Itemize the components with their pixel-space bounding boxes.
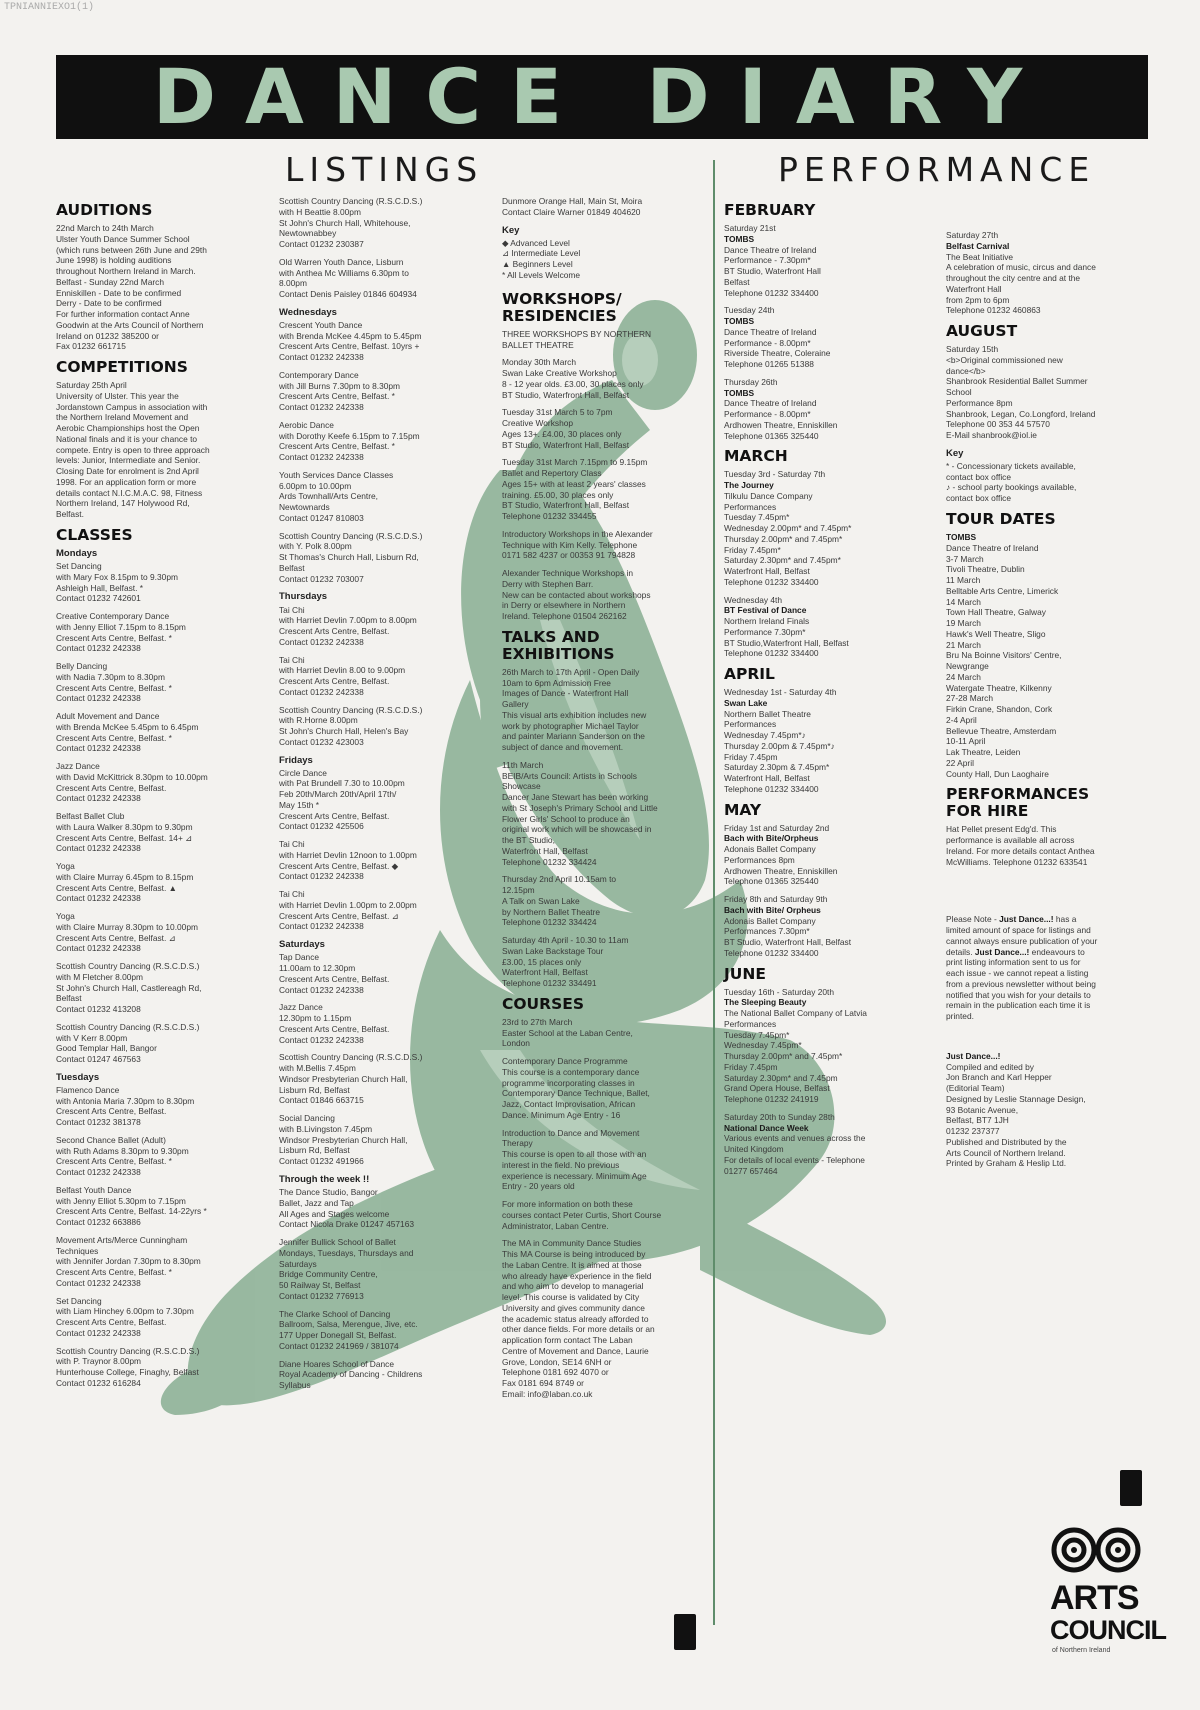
listing-entry: Tuesday 24th TOMBS Dance Theatre of Ireland Performance - 8.00pm* Riverside Theatre, Coleraine Telephone 01265 51388 — [724, 305, 831, 370]
listing-entry: Yoga with Claire Murray 6.45pm to 8.15pm Crescent Arts Centre, Belfast. ▲ Contact 01232 242338 — [56, 861, 194, 904]
logo-subtitle: of Northern Ireland — [1052, 1647, 1111, 1654]
listing-entry: Saturday 21st TOMBS Dance Theatre of Ireland Performance - 7.30pm* BT Studio, Waterfront Hall Belfast Telephone 01232 334400 — [724, 223, 821, 298]
day-heading: Wednesdays — [279, 306, 337, 318]
listing-entry: Introductory Workshops in the Alexander Technique with Kim Kelly. Telephone 0171 582 4237 or 00353 91 794828 — [502, 528, 653, 561]
key-item: ◆ Advanced Level — [502, 237, 570, 248]
listing-entry: Creative Contemporary Dance with Jenny Elliot 7.15pm to 8.15pm Crescent Arts Centre, Belfast. * Contact 01232 242338 — [56, 611, 186, 654]
listing-entry: Thursday 2nd April 10.15am to 12.15pm A Talk on Swan Lake by Northern Ballet Theatre Telephone 01232 334424 — [502, 874, 617, 928]
listing-entry: Tuesday 31st March 7.15pm to 9.15pm Ballet and Repertory Class Ages 15+ with at least 2 years' classes training. £5.00, 30 places only BT Studio, Waterfront Hall, Belfast Telephone 01232 334455 — [502, 457, 648, 521]
listing-entry: 26th March to 17th April - Open Daily 10am to 6pm Admission Free Images of Dance - Waterfront Hall Gallery This visual arts exhibition includes new work by photographer Michael Taylor and painter Mariann Sanderson on the subject of dance and movement. — [502, 666, 647, 753]
listing-entry: Jazz Dance with David McKittrick 8.30pm to 10.00pm Crescent Arts Centre, Belfast. Contact 01232 242338 — [56, 761, 208, 804]
day-heading: Through the week !! — [279, 1173, 370, 1185]
day-heading: Mondays — [56, 547, 98, 559]
listing-entry: Just Dance...! Compiled and edited by Jon Branch and Karl Hepper (Editorial Team) Designed by Leslie Stannage Design, 93 Botanic Avenue, Belfast, BT7 1JH 01232 237377 Published and Distributed by the Arts Council of Northern Ireland. Printed by Graham & Heslip Ltd. — [946, 1050, 1086, 1169]
listing-entry: Scottish Country Dancing (R.S.C.D.S.) with Y. Polk 8.00pm St Thomas's Church Hall, Lisburn Rd, Belfast Contact 01232 703007 — [279, 530, 423, 584]
listing-entry: The Dance Studio, Bangor Ballet, Jazz and Tap All Ages and Stages welcome Contact Nicola Drake 01247 457163 — [279, 1187, 415, 1230]
listing-entry: Hat Pellet present Edg'd. This performance is available all across Ireland. For more details contact Anthea McWilliams. Telephone 01232 633541 — [946, 824, 1095, 867]
day-heading: Thursdays — [279, 591, 328, 603]
section-heading: MARCH — [724, 447, 788, 466]
listing-entry: Tuesday 16th - Saturday 20th The Sleeping Beauty The National Ballet Company of Latvia Performances Tuesday 7.45pm* Wednesday 7.45pm* Thursday 2.00pm* and 7.45pm* Friday 7.45pm Saturday 2.30pm* and 7.45pm Grand Opera House, Belfast Telephone 01232 241919 — [724, 986, 867, 1105]
key-item: ⊿ Intermediate Level — [502, 248, 581, 259]
listing-entry: Scottish Country Dancing (R.S.C.D.S.) with H Beattie 8.00pm St John's Church Hall, Whitehouse, Newtownabbey Contact 01232 230387 — [279, 196, 423, 249]
section-heading: COURSES — [502, 994, 584, 1013]
listing-entry: Contemporary Dance with Jill Burns 7.30pm to 8.30pm Crescent Arts Centre, Belfast. * Contact 01232 242338 — [279, 369, 401, 413]
listing-entry: 23rd to 27th March Easter School at the Laban Centre, London — [502, 1016, 633, 1049]
day-heading: Tuesdays — [56, 1071, 100, 1083]
listing-entry: Scottish Country Dancing (R.S.C.D.S.) with M.Bellis 7.45pm Windsor Presbyterian Church Hall, Lisburn Rd, Belfast Contact 01846 663715 — [279, 1052, 423, 1106]
listing-entry: Saturday 15th <b>Original commissioned new dance</b> Shanbrook Residential Ballet Summer School Performance 8pm Shanbrook, Legan, Co.Longford, Ireland Telephone 00 353 44 57570 E-Mail shanbrook@iol.ie — [946, 344, 1096, 441]
listing-entry: Tai Chi with Harriet Devlin 8.00 to 9.00pm Crescent Arts Centre, Belfast. Contact 01232 242338 — [279, 654, 406, 697]
listing-entry: Aerobic Dance with Dorothy Keefe 6.15pm to 7.15pm Crescent Arts Centre, Belfast. * Contact 01232 242338 — [279, 419, 420, 463]
listing-entry: Movement Arts/Merce Cunningham Techniques with Jennifer Jordan 7.30pm to 8.30pm Crescent Arts Centre, Belfast. * Contact 01232 242338 — [56, 1234, 201, 1288]
listing-entry: Tuesday 31st March 5 to 7pm Creative Workshop Ages 13+. £4.00, 30 places only BT Studio, Waterfront Hall, Belfast — [502, 407, 630, 450]
listing-entry: Scottish Country Dancing (R.S.C.D.S.) with M Fletcher 8.00pm St John's Church Hall, Castlereagh Rd, Belfast Contact 01232 413208 — [56, 961, 202, 1015]
listing-entry: Saturday 4th April - 10.30 to 11am Swan Lake Backstage Tour £3.00, 15 places only Waterfront Hall, Belfast Telephone 01232 334491 — [502, 935, 629, 989]
performance-column-1 — [724, 196, 929, 1183]
section-heading: JUNE — [724, 964, 766, 983]
key-item: * All Levels Welcome — [502, 269, 581, 280]
listing-entry: Yoga with Claire Murray 8.30pm to 10.00pm Crescent Arts Centre, Belfast. ⊿ Contact 01232 242338 — [56, 911, 198, 954]
listing-entry: Crescent Youth Dance with Brenda McKee 4.45pm to 5.45pm Crescent Arts Centre, Belfast. 10yrs + Contact 01232 242338 — [279, 319, 422, 363]
listing-entry: Scottish Country Dancing (R.S.C.D.S.) with P. Traynor 8.00pm Hunterhouse College, Finaghy, Belfast Contact 01232 616284 — [56, 1345, 200, 1388]
performance-header: PERFORMANCE — [778, 150, 1096, 189]
archive-reference: TPNIANNIEXO1(1) — [4, 2, 95, 13]
listing-entry: Youth Services Dance Classes 6.00pm to 10.00pm Ards Townhall/Arts Centre, Newtownards Contact 01247 810803 — [279, 469, 394, 523]
listing-entry: Adult Movement and Dance with Brenda McKee 5.45pm to 6.45pm Crescent Arts Centre, Belfast. * Contact 01232 242338 — [56, 711, 199, 754]
listings-column-3 — [502, 196, 702, 1407]
section-heading: WORKSHOPS/ RESIDENCIES — [502, 289, 622, 325]
listing-entry: Set Dancing with Mary Fox 8.15pm to 9.30pm Ashleigh Hall, Belfast. * Contact 01232 742601 — [56, 561, 178, 604]
logo-line-council: COUNCIL — [1050, 1615, 1166, 1645]
listing-entry: Friday 8th and Saturday 9th Bach with Bite/ Orpheus Adonais Ballet Company Performances 7.30pm* BT Studio, Waterfront Hall, Belfast Telephone 01232 334400 — [724, 894, 852, 958]
listing-entry: THREE WORKSHOPS BY NORTHERN BALLET THEATRE — [502, 328, 652, 350]
listing-entry: Circle Dance with Pat Brundell 7.30 to 10.00pm Feb 20th/March 20th/April 17th/ May 15th * Crescent Arts Centre, Belfast. Contact 01232 425506 — [279, 767, 405, 832]
listing-entry: Tai Chi with Harriet Devlin 1.00pm to 2.00pm Crescent Arts Centre, Belfast. ⊿ Contact 01232 242338 — [279, 889, 417, 932]
section-heading: FEBRUARY — [724, 201, 816, 219]
publisher-stamp-mark — [674, 1614, 696, 1650]
section-heading: COMPETITIONS — [56, 358, 188, 377]
spacer — [946, 1029, 1151, 1051]
listing-entry: The Clarke School of Dancing Ballroom, Salsa, Merengue, Jive, etc. 177 Upper Donegall St, Belfast. Contact 01232 241969 / 381074 — [279, 1308, 418, 1351]
listing-entry: Old Warren Youth Dance, Lisburn with Anthea Mc Williams 6.30pm to 8.00pm Contact Denis Paisley 01846 604934 — [279, 256, 417, 299]
listing-entry: Social Dancing with B.Livingston 7.45pm Windsor Presbyterian Church Hall, Lisburn Rd, Belfast Contact 01232 491966 — [279, 1113, 408, 1167]
arts-council-logo-icon — [1048, 1518, 1148, 1580]
listing-entry: Belfast Ballet Club with Laura Walker 8.30pm to 9.30pm Crescent Arts Centre, Belfast. 14+ ⊿ Contact 01232 242338 — [56, 811, 193, 854]
listing-entry: Saturday 25th April University of Ulster. This year the Jordanstown Campus in association with the Northern Ireland Movement and Aerobic Championships host the Open National finals and it is your chance to compete. Entry is open to three approach levels: Junior, Intermediate and Senior. Closing Date for enrolment is 2nd April 1998. For an application form or more details contact N.I.C.M.A.C. 98, Fitness Northern Ireland, 147 Holywood Rd, Belfast. — [56, 380, 210, 520]
listing-entry: Wednesday 4th BT Festival of Dance Northern Ireland Finals Performance 7.30pm* BT Studio,Waterfront Hall, Belfast Telephone 01232 334400 — [724, 594, 849, 659]
listings-header: LISTINGS — [285, 150, 484, 189]
listing-entry: Second Chance Ballet (Adult) with Ruth Adams 8.30pm to 9.30pm Crescent Arts Centre, Belfast. * Contact 01232 242338 — [56, 1134, 189, 1178]
listing-entry: 11th March BEIB/Arts Council: Artists in Schools Showcase Dancer Jane Stewart has been working with St Joseph's Primary School and Little Flower Girls' School to produce an original work which will be showcased in the BT Studio, Waterfront Hall, Belfast Telephone 01232 334424 — [502, 759, 658, 867]
listing-entry: Belfast Youth Dance with Jenny Elliot 5.30pm to 7.15pm Crescent Arts Centre, Belfast. 14-22yrs * Contact 01232 663886 — [56, 1184, 207, 1228]
listing-entry: Set Dancing with Liam Hinchey 6.00pm to 7.30pm Crescent Arts Centre, Belfast. Contact 01232 242338 — [56, 1295, 194, 1338]
spacer — [946, 874, 1151, 914]
listing-entry: Flamenco Dance with Antonia Maria 7.30pm to 8.30pm Crescent Arts Centre, Belfast. Contact 01232 381378 — [56, 1084, 195, 1128]
listing-entry: Saturday 27th Belfast Carnival The Beat Initiative A celebration of music, circus and dance throughout the city centre and at the Waterfront Hall from 2pm to 6pm Telephone 01232 460863 — [946, 230, 1096, 316]
section-heading: AUDITIONS — [56, 201, 153, 219]
listing-entry: Jennifer Bullick School of Ballet Mondays, Tuesdays, Thursdays and Saturdays Bridge Community Centre, 50 Railway St, Belfast Contact 01232 776913 — [279, 1237, 414, 1301]
listing-entry: Tai Chi with Harriet Devlin 12noon to 1.00pm Crescent Arts Centre, Belfast. ◆ Contact 01232 242338 — [279, 839, 417, 882]
section-heading: TOUR DATES — [946, 509, 1056, 528]
listing-entry: Contemporary Dance Programme This course is a contemporary dance programme incorporating classes in Contemporary Dance Technique, Ballet, Jazz, Contact Improvisation, African Dance. Minimum Age Entry - 16 — [502, 1056, 650, 1120]
section-heading: PERFORMANCES FOR HIRE — [946, 785, 1090, 821]
listings-column-2 — [279, 196, 484, 1398]
listing-entry: Tap Dance 11.00am to 12.30pm Crescent Arts Centre, Belfast. Contact 01232 242338 — [279, 952, 390, 995]
listing-entry: Please Note - Just Dance...! has a limited amount of space for listings and cannot always ensure publication of your details. Just Dance...! endeavours to print listing information sent to us for each issue - we cannot repeat a listing from a previous newsletter without being notified that you wish for your details to remain in the publication each time it is printed. — [946, 914, 1098, 1022]
publisher-stamp-mark — [1120, 1470, 1142, 1506]
listing-entry: Alexander Technique Workshops in Derry with Stephen Barr. New can be contacted about workshops in Derry or elsewhere in Northern Ireland. Telephone 01504 262162 — [502, 568, 651, 621]
listing-entry: Saturday 20th to Sunday 28th National Dance Week Various events and venues across the United Kingdom For details of local events - Telephone 01277 657464 — [724, 1111, 866, 1176]
listing-entry: Scottish Country Dancing (R.S.C.D.S.) with V Kerr 8.00pm Good Templar Hall, Bangor Contact 01247 467563 — [56, 1021, 200, 1065]
listing-entry: The MA in Community Dance Studies This MA Course is being introduced by the Laban Centre. It is aimed at those who already have experience in the field and who aim to develop to managerial level. This course is validated by City University and gives community dance the academic status already afforded to other dance fields. For more details or an application form contact The Laban Centre of Movement and Dance, Laurie Grove, London, SE14 6NH or Telephone 0181 692 4070 or Fax 0181 694 8749 or Email: info@laban.co.uk — [502, 1238, 655, 1399]
day-heading: Saturdays — [279, 939, 325, 951]
listing-entry: Belly Dancing with Nadia 7.30pm to 8.30pm Crescent Arts Centre, Belfast. * Contact 01232 242338 — [56, 661, 172, 704]
key-heading: Key — [946, 447, 964, 459]
key-heading: Key — [502, 224, 520, 236]
logo-line-arts: ARTS — [1050, 1579, 1139, 1617]
arts-council-logo-text — [1050, 1579, 1166, 1646]
listing-entry: Dunmore Orange Hall, Main St, Moira Contact Claire Warner 01849 404620 — [502, 196, 643, 217]
performance-column-2 — [946, 230, 1151, 1176]
section-heading: AUGUST — [946, 322, 1018, 340]
listing-entry: For more information on both these courses contact Peter Curtis, Short Course Administrator, Laban Centre. — [502, 1199, 662, 1231]
listing-entry: Wednesday 1st - Saturday 4th Swan Lake Northern Ballet Theatre Performances Wednesday 7.45pm*♪ Thursday 2.00pm & 7.45pm*♪ Friday 7.45pm Saturday 2.30pm & 7.45pm* Waterfront Hall, Belfast Telephone 01232 334400 — [724, 687, 837, 794]
listing-entry: Scottish Country Dancing (R.S.C.D.S.) with R.Horne 8.00pm St John's Church Hall, Helen's Bay Contact 01232 423003 — [279, 704, 423, 747]
listing-entry: Introduction to Dance and Movement Therapy This course is open to all those with an interest in the field. No previous experience is necessary. Minimum Age Entry - 20 years old — [502, 1127, 647, 1192]
listing-entry: Jazz Dance 12.30pm to 1.15pm Crescent Arts Centre, Belfast. Contact 01232 242338 — [279, 1002, 390, 1045]
masthead-banner — [56, 52, 1148, 141]
column-divider — [713, 160, 715, 1625]
listing-entry: * - Concessionary tickets available, contact box office ♪ - school party bookings available, contact box office — [946, 460, 1077, 504]
section-heading: CLASSES — [56, 525, 133, 544]
listing-entry: TOMBS Dance Theatre of Ireland 3-7 March Tivoli Theatre, Dublin 11 March Belltable Arts Centre, Limerick 14 March Town Hall Theatre, Galway 19 March Hawk's Well Theatre, Sligo 21 March Bru Na Boinne Visitors' Centre, Newgrange 24 March Watergate Theatre, Kilkenny 27-28 March Firkin Crane, Shandon, Cork 2-4 April Bellevue Theatre, Amsterdam 10-11 April Lak Theatre, Leiden 22 April County Hall, Dun Laoghaire — [946, 532, 1062, 779]
listing-entry: Diane Hoares School of Dance Royal Academy of Dancing - Childrens Syllabus — [279, 1358, 423, 1391]
listing-entry: Tuesday 3rd - Saturday 7th The Journey Tilkulu Dance Company Performances Tuesday 7.45pm* Wednesday 2.00pm* and 7.45pm* Thursday 2.00pm* and 7.45pm* Friday 7.45pm* Saturday 2.30pm* and 7.45pm* Waterfront Hall, Belfast Telephone 01232 334400 — [724, 469, 852, 587]
listing-entry: Monday 30th March Swan Lake Creative Workshop 8 - 12 year olds. £3.00, 30 places only BT Studio, Waterfront Hall, Belfast — [502, 357, 644, 400]
day-heading: Fridays — [279, 754, 313, 766]
section-heading: TALKS AND EXHIBITIONS — [502, 627, 615, 663]
section-heading: APRIL — [724, 665, 775, 684]
listing-entry: Tai Chi with Harriet Devlin 7.00pm to 8.00pm Crescent Arts Centre, Belfast. Contact 01232 242338 — [279, 604, 417, 647]
key-item: ▲ Beginners Level — [502, 259, 573, 270]
listing-entry: Thursday 26th TOMBS Dance Theatre of Ireland Performance - 8.00pm* Ardhowen Theatre, Enniskillen Telephone 01365 325440 — [724, 376, 838, 441]
listing-entry: Friday 1st and Saturday 2nd Bach with Bite/Orpheus Adonais Ballet Company Performances 8pm Ardhowen Theatre, Enniskillen Telephone 01365 325440 — [724, 822, 838, 887]
section-heading: MAY — [724, 800, 762, 819]
listings-column-1 — [56, 196, 261, 1396]
listing-entry: 22nd March to 24th March Ulster Youth Dance Summer School (which runs between 26th June and 29th June 1998) is holding auditions throughout Northern Ireland in March. Belfast - Sunday 22nd March Enniskillen - Date to be confirmed Derry - Date to be confirmed For further information contact Anne Goodwin at the Arts Council of Northern Ireland on 01232 385200 or Fax 01232 661715 — [56, 223, 207, 352]
masthead-title: DANCE DIARY — [152, 52, 1052, 141]
